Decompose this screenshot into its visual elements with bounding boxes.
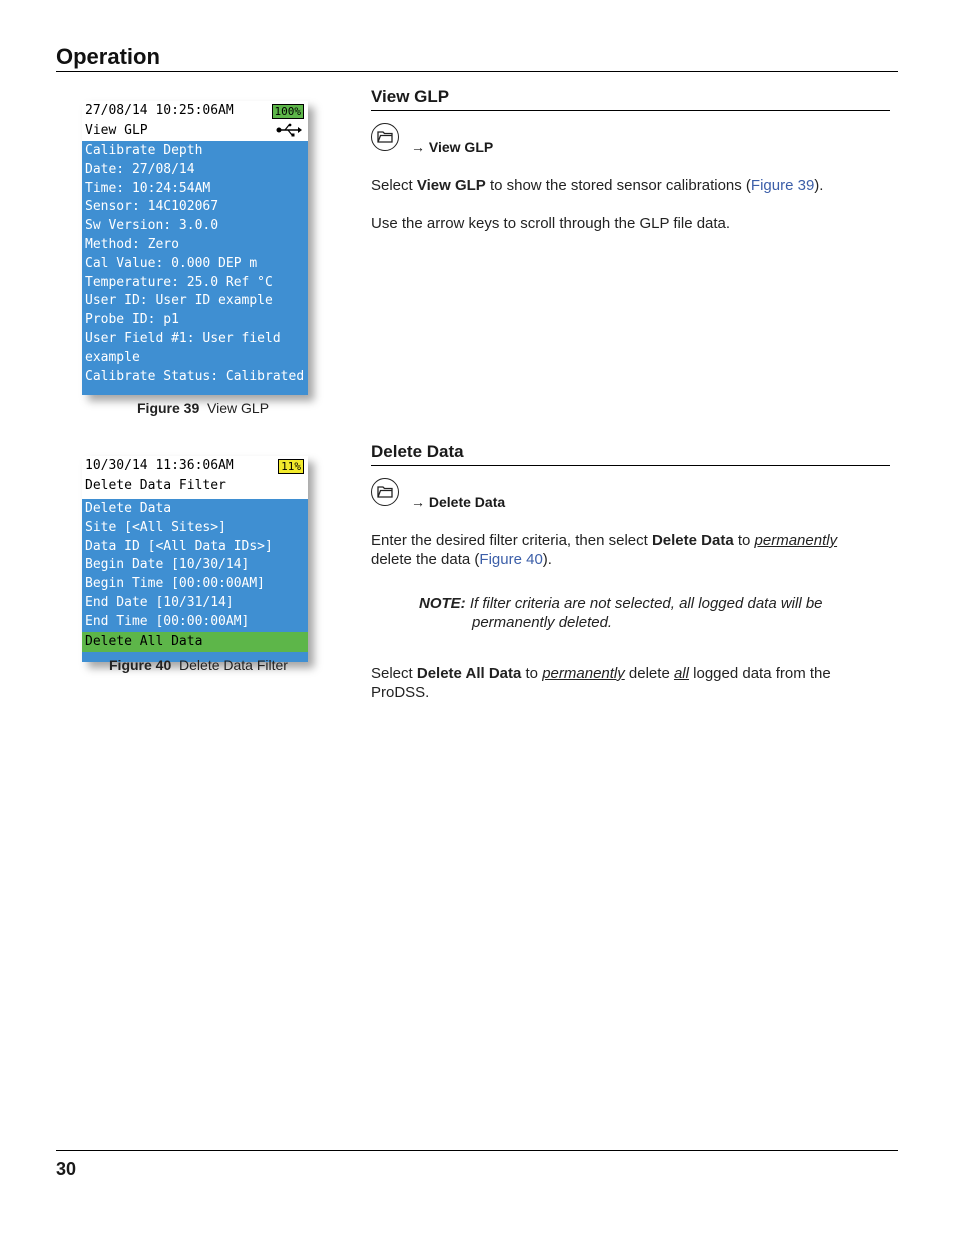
folder-icon bbox=[377, 485, 393, 498]
text: Enter the desired filter criteria, then select bbox=[371, 532, 652, 549]
page-number: 30 bbox=[56, 1159, 77, 1179]
battery-indicator: 11% bbox=[278, 459, 304, 474]
section-header: Operation bbox=[56, 44, 160, 69]
screen-title-bar bbox=[82, 476, 308, 499]
file-button bbox=[371, 478, 399, 506]
figure-40-link[interactable]: Figure 40 bbox=[479, 551, 543, 568]
glp-line: Sensor: 14C102067 bbox=[85, 199, 219, 215]
glp-line: example bbox=[85, 349, 140, 365]
glp-line: Temperature: 25.0 Ref °C bbox=[85, 274, 273, 290]
filter-item-begin-time[interactable]: Begin Time [00:00:00AM] bbox=[85, 576, 266, 592]
glp-line: Sw Version: 3.0.0 bbox=[85, 218, 219, 234]
text: delete bbox=[624, 665, 674, 682]
caption-text: Delete Data Filter bbox=[179, 657, 288, 673]
delete-data-screen bbox=[82, 456, 308, 662]
glp-line: Method: Zero bbox=[85, 236, 179, 252]
glp-line: Cal Value: 0.000 DEP m bbox=[85, 255, 258, 271]
figure-39-caption bbox=[137, 400, 269, 416]
file-button bbox=[371, 123, 399, 151]
figure-40-caption bbox=[109, 657, 288, 673]
footer-rule bbox=[56, 1150, 898, 1151]
delete-all-paragraph bbox=[371, 664, 881, 702]
caption-text: View GLP bbox=[207, 400, 270, 416]
screen-status-bar bbox=[82, 456, 308, 476]
glp-line: Calibrate Depth bbox=[85, 143, 203, 158]
filter-item-begin-date[interactable]: Begin Date [10/30/14] bbox=[85, 557, 250, 573]
bold-text: Delete Data bbox=[651, 532, 734, 549]
screen-datetime: 10/30/14 11:36:06AM bbox=[85, 458, 234, 473]
note-label: NOTE: bbox=[419, 595, 466, 612]
delete-data-heading: Delete Data bbox=[371, 442, 464, 461]
bold-text: View GLP bbox=[416, 177, 486, 194]
view-glp-paragraph bbox=[371, 176, 881, 195]
text: to show the stored sensor calibrations ( bbox=[485, 177, 751, 194]
text: Select bbox=[371, 665, 417, 682]
filter-item-delete-data[interactable]: Delete Data bbox=[85, 501, 172, 516]
filter-item-site[interactable]: Site [<All Sites>] bbox=[85, 519, 226, 535]
screen-title: Delete Data Filter bbox=[85, 478, 226, 493]
glp-line: Calibrate Status: Calibrated bbox=[85, 368, 305, 384]
section-rule bbox=[371, 465, 890, 466]
bold-text: Delete All Data bbox=[416, 665, 522, 682]
text: to bbox=[521, 665, 543, 682]
usb-icon bbox=[276, 123, 302, 144]
caption-label: Figure 40 bbox=[109, 657, 172, 673]
filter-item-end-date[interactable]: End Date [10/31/14] bbox=[85, 594, 234, 610]
delete-all-data-item[interactable]: Delete All Data bbox=[82, 632, 308, 652]
header-rule bbox=[56, 71, 898, 72]
screen-status-bar bbox=[82, 101, 308, 121]
glp-line: Date: 27/08/14 bbox=[85, 161, 195, 177]
text: ProDSS. bbox=[371, 684, 430, 701]
note-text: permanently deleted. bbox=[472, 614, 613, 631]
filter-item-data-id[interactable]: Data ID [<All Data IDs>] bbox=[85, 538, 273, 554]
view-glp-heading: View GLP bbox=[371, 87, 450, 106]
screen-title-bar bbox=[82, 121, 308, 141]
text: logged data from the bbox=[688, 665, 831, 682]
delete-data-menu-path: → Delete Data bbox=[411, 494, 506, 510]
screen-datetime: 27/08/14 10:25:06AM bbox=[85, 103, 234, 118]
screen-title: View GLP bbox=[85, 123, 148, 138]
glp-line: User ID: User ID example bbox=[85, 293, 273, 309]
glp-line: User Field #1: User field bbox=[85, 330, 281, 346]
view-glp-menu-path: → View GLP bbox=[411, 139, 494, 155]
filter-item-end-time[interactable]: End Time [00:00:00AM] bbox=[85, 613, 250, 629]
text: delete the data ( bbox=[371, 551, 480, 568]
folder-icon bbox=[377, 130, 393, 143]
emphasis-text: all bbox=[673, 665, 689, 682]
section-rule bbox=[371, 110, 890, 111]
text: ). bbox=[814, 177, 824, 194]
view-glp-scroll-paragraph: Use the arrow keys to scroll through the GLP file data. bbox=[371, 215, 731, 232]
glp-line: Probe ID: p1 bbox=[85, 312, 179, 328]
emphasis-text: permanently bbox=[542, 665, 625, 682]
text: to bbox=[733, 532, 755, 549]
battery-indicator: 100% bbox=[272, 104, 305, 119]
glp-line: Time: 10:24:54AM bbox=[85, 180, 211, 196]
emphasis-text: permanently bbox=[754, 532, 838, 549]
glp-data-list bbox=[82, 141, 308, 395]
text: ). bbox=[542, 551, 552, 568]
delete-filter-list bbox=[82, 499, 308, 632]
view-glp-screen bbox=[82, 101, 308, 395]
delete-data-paragraph bbox=[371, 531, 881, 569]
note-text: If filter criteria are not selected, all logged data will be bbox=[465, 595, 823, 612]
text: Select bbox=[371, 177, 417, 194]
caption-label: Figure 39 bbox=[137, 400, 200, 416]
figure-39-link[interactable]: Figure 39 bbox=[750, 177, 815, 194]
delete-note bbox=[419, 594, 859, 632]
